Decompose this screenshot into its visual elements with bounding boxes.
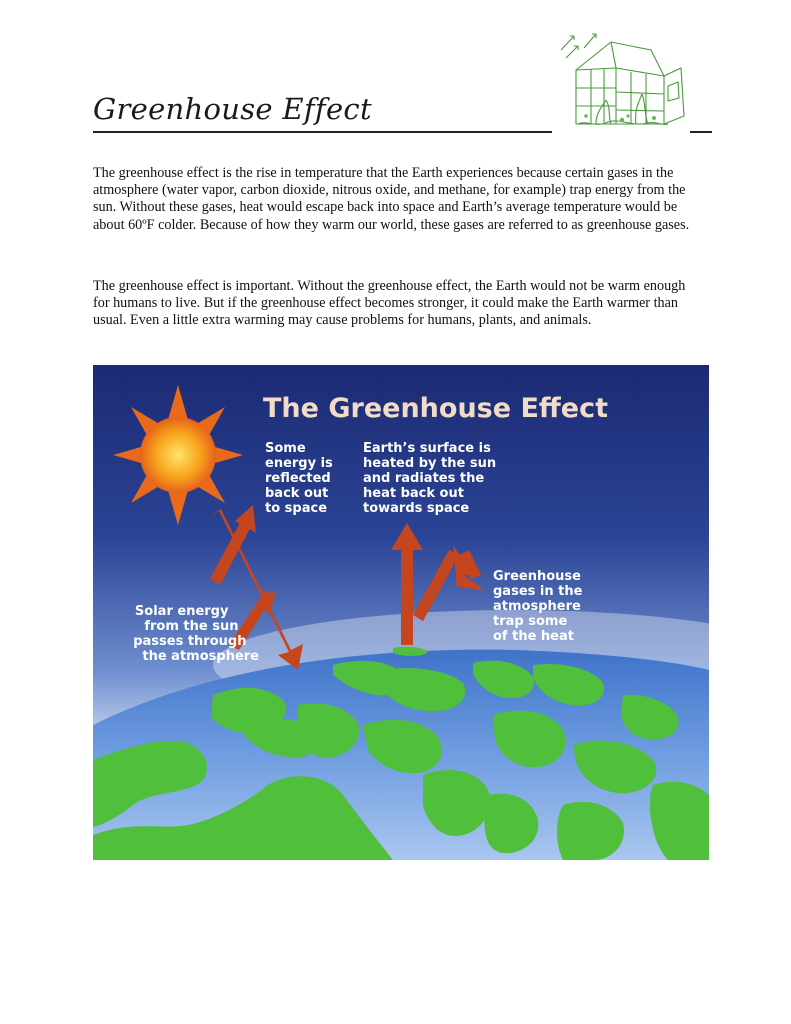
intro-paragraph: The greenhouse effect is the rise in temperature that the Earth experiences because certain gases in the atmosphere (water vapor, carbon dioxide, nitrous oxide, and methane, for example) trap energy from the sun. Without these gases, heat would escape back into space and Earth’s average temperature would be about 60ºF colder. Because of how they warm our world, these gases are referred to as greenhouse gases.: [93, 165, 690, 233]
solar-energy-label: Solar energy from the sun passes through the atmosphere: [133, 604, 259, 664]
surface-label: Earth’s surface is heated by the sun and radiates the heat back out towards space: [363, 441, 497, 516]
greenhouse-gases-label: Greenhouse gases in the atmosphere trap some of the heat: [493, 569, 583, 644]
page-title: Greenhouse Effect: [93, 92, 372, 126]
greenhouse-effect-diagram: [93, 365, 709, 860]
title-underline-end: [690, 131, 712, 133]
title-underline: [93, 131, 552, 133]
reflected-label: Some energy is reflected back out to space: [265, 441, 333, 516]
importance-paragraph: The greenhouse effect is important. Without the greenhouse effect, the Earth would not be warm enough for humans to live. But if the greenhouse effect becomes stronger, it could make the Earth warmer than usual. Even a little extra warming may cause problems for humans, plants, and animals.: [93, 278, 686, 329]
diagram-title: The Greenhouse Effect: [263, 393, 608, 424]
greenhouse-sketch-image: [556, 28, 689, 134]
